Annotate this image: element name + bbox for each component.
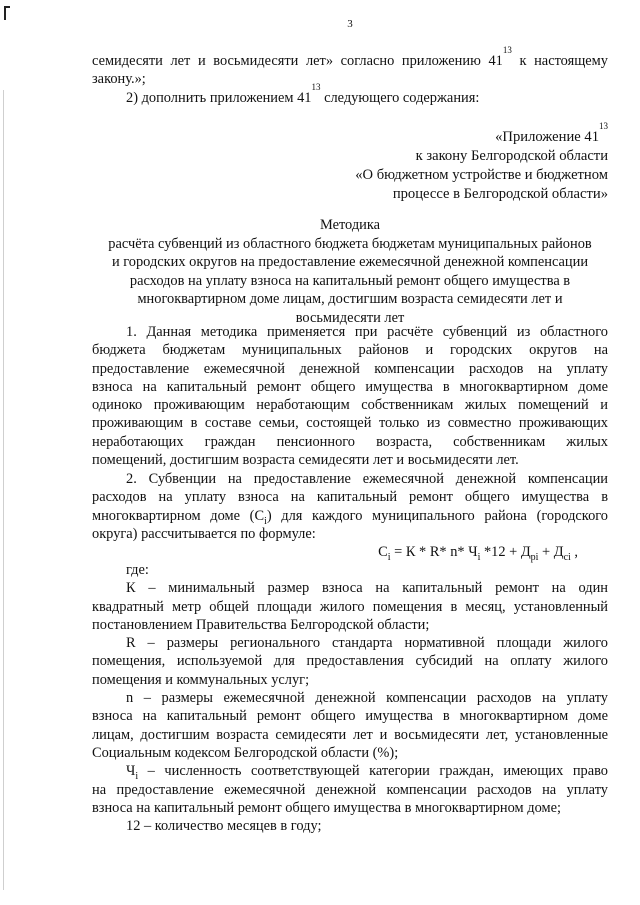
title-line-4: многоквартирном доме лицам, достигшим возраста семидесяти лет и (137, 291, 563, 308)
paragraph-1 (92, 323, 608, 469)
paragraph-2 (92, 470, 608, 564)
formula-c-sub: i (387, 552, 391, 564)
page-number: 3 (347, 18, 353, 30)
def-n-line-3: лицам, достигшим возраста семидесяти лет и восьмидесяти лет, установленные (92, 726, 608, 743)
formula-ch-sub: i (477, 552, 481, 564)
appendix-line-3: «О бюджетном устройстве и бюджетном (355, 167, 608, 183)
formula-c: С (378, 544, 388, 561)
appendix-header (308, 121, 608, 204)
p1-line-3: предоставление ежемесячной денежной компенсации расходов на уплату (92, 360, 608, 377)
intro-block (92, 45, 608, 107)
def-n-line-2: взноса на капитальный ремонт общего имущества в многоквартирном доме (92, 708, 608, 725)
formula-eq: = К * R* n* Ч (390, 544, 478, 561)
def-r-line-3: помещения и коммунальных услуг; (92, 671, 310, 688)
p2-line-3-sub: i (264, 515, 267, 527)
appendix-line-4: процессе в Белгородской области» (392, 186, 608, 202)
formula-ci-sub: ci (563, 552, 571, 564)
title-line-1: расчёта субвенций из областного бюджета бюджетам муниципальных районов (108, 235, 592, 252)
p1-line-5: одиноко проживающим неработающим собственникам жилых помещений и (92, 397, 608, 414)
def-k-line-2: квадратный метр общей площади жилого помещения в месяц, установленный (92, 598, 608, 615)
p1-line-4: взноса на капитальный ремонт общего имущества в многоквартирном доме (92, 378, 608, 395)
intro-line-1 (92, 45, 608, 70)
intro-line-1-text: семидесяти лет и восьмидесяти лет» согласно приложению 41 (92, 53, 503, 69)
def-n-line-4: Социальным кодексом Белгородской области (%); (92, 744, 399, 761)
appendix-line-2: к закону Белгородской области (415, 148, 608, 164)
def-ch-text-1: – численность соответствующей категории граждан, имеющих право (138, 763, 608, 780)
scan-edge-line (3, 90, 4, 890)
def-ch-line-3: взноса на капитальный ремонт общего имущества в многоквартирном доме; (92, 799, 561, 816)
p1-line-8: помещений, достигшим возраста семидесяти лет и восьмидесяти лет. (92, 452, 519, 469)
appendix-line-1 (308, 121, 608, 147)
p2-line-4: округа) рассчитывается по формуле: (92, 525, 316, 542)
p1-line-6: проживающим в составе семьи, состоящей только из совместно проживающих (92, 415, 608, 432)
def-twelve: 12 – количество месяцев в году; (126, 818, 322, 835)
def-ch-line-1 (92, 762, 608, 783)
def-n-line-1: n – размеры ежемесячной денежной компенсации расходов на уплату (126, 690, 608, 707)
where-label: где: (126, 562, 149, 578)
appendix-line-1-sup: 13 (599, 121, 608, 131)
def-ch-sub: i (135, 771, 139, 783)
p2-line-1: 2. Субвенции на предоставление ежемесячной денежной компенсации (126, 471, 608, 487)
p2-line-3-b: ) для каждого муниципального района (городского (266, 507, 608, 524)
p1-line-2: бюджета бюджетам муниципальных районов и городских округов на (92, 342, 608, 359)
title-line-2: и городских округов на предоставление ежемесячной денежной компенсации (111, 254, 589, 271)
intro-line-3-sup: 13 (311, 81, 321, 92)
intro-line-3 (92, 81, 608, 107)
appendix-line-1-text: «Приложение 41 (495, 129, 599, 145)
p1-line-1: 1. Данная методика применяется при расчёте субвенций из областного (126, 324, 608, 340)
scan-corner-mark (4, 6, 6, 20)
intro-line-1-sup: 13 (502, 45, 512, 55)
title-line-5: восьмидесяти лет (295, 309, 405, 326)
def-r-line-1: R – размеры регионального стандарта нормативной площади жилого (126, 635, 608, 652)
def-ch-symbol: Ч (126, 763, 136, 780)
title-heading: Методика (319, 217, 381, 233)
p2-line-2: расходов на уплату взноса на капитальный ремонт общего имущества в (92, 489, 608, 506)
definitions (92, 561, 608, 835)
def-r-line-2: помещения, используемой для предоставления субсидий на оплату жилого (92, 653, 608, 670)
intro-line-3-pre: 2) дополнить приложением 41 (126, 89, 312, 106)
intro-line-1-end: к настоящему (511, 53, 608, 69)
formula-plus: + Д (538, 544, 564, 561)
def-k-line-3: постановлением Правительства Белгородской области; (92, 616, 430, 633)
p1-line-7: неработающих граждан пенсионного возраста, собственникам жилых (92, 433, 608, 450)
title-line-3: расходов на уплату взноса на капитальный ремонт общего имущества в (129, 272, 571, 289)
formula-pi-sub: pi (530, 552, 539, 564)
def-ch-line-2: на предоставление ежемесячной денежной компенсации расходов на уплату (92, 781, 608, 798)
formula-end: , (570, 544, 578, 561)
methodology-title (92, 216, 608, 328)
p2-line-3 (92, 507, 608, 525)
formula-mid: *12 + Д (480, 544, 531, 561)
intro-line-2: закону.»; (92, 71, 146, 88)
def-k-line-1: К – минимальный размер взноса на капитальный ремонт на один (126, 580, 608, 597)
formula (92, 543, 608, 564)
p2-line-3-a: многоквартирном доме (С (92, 507, 265, 524)
intro-line-3-post: следующего содержания: (320, 89, 480, 106)
